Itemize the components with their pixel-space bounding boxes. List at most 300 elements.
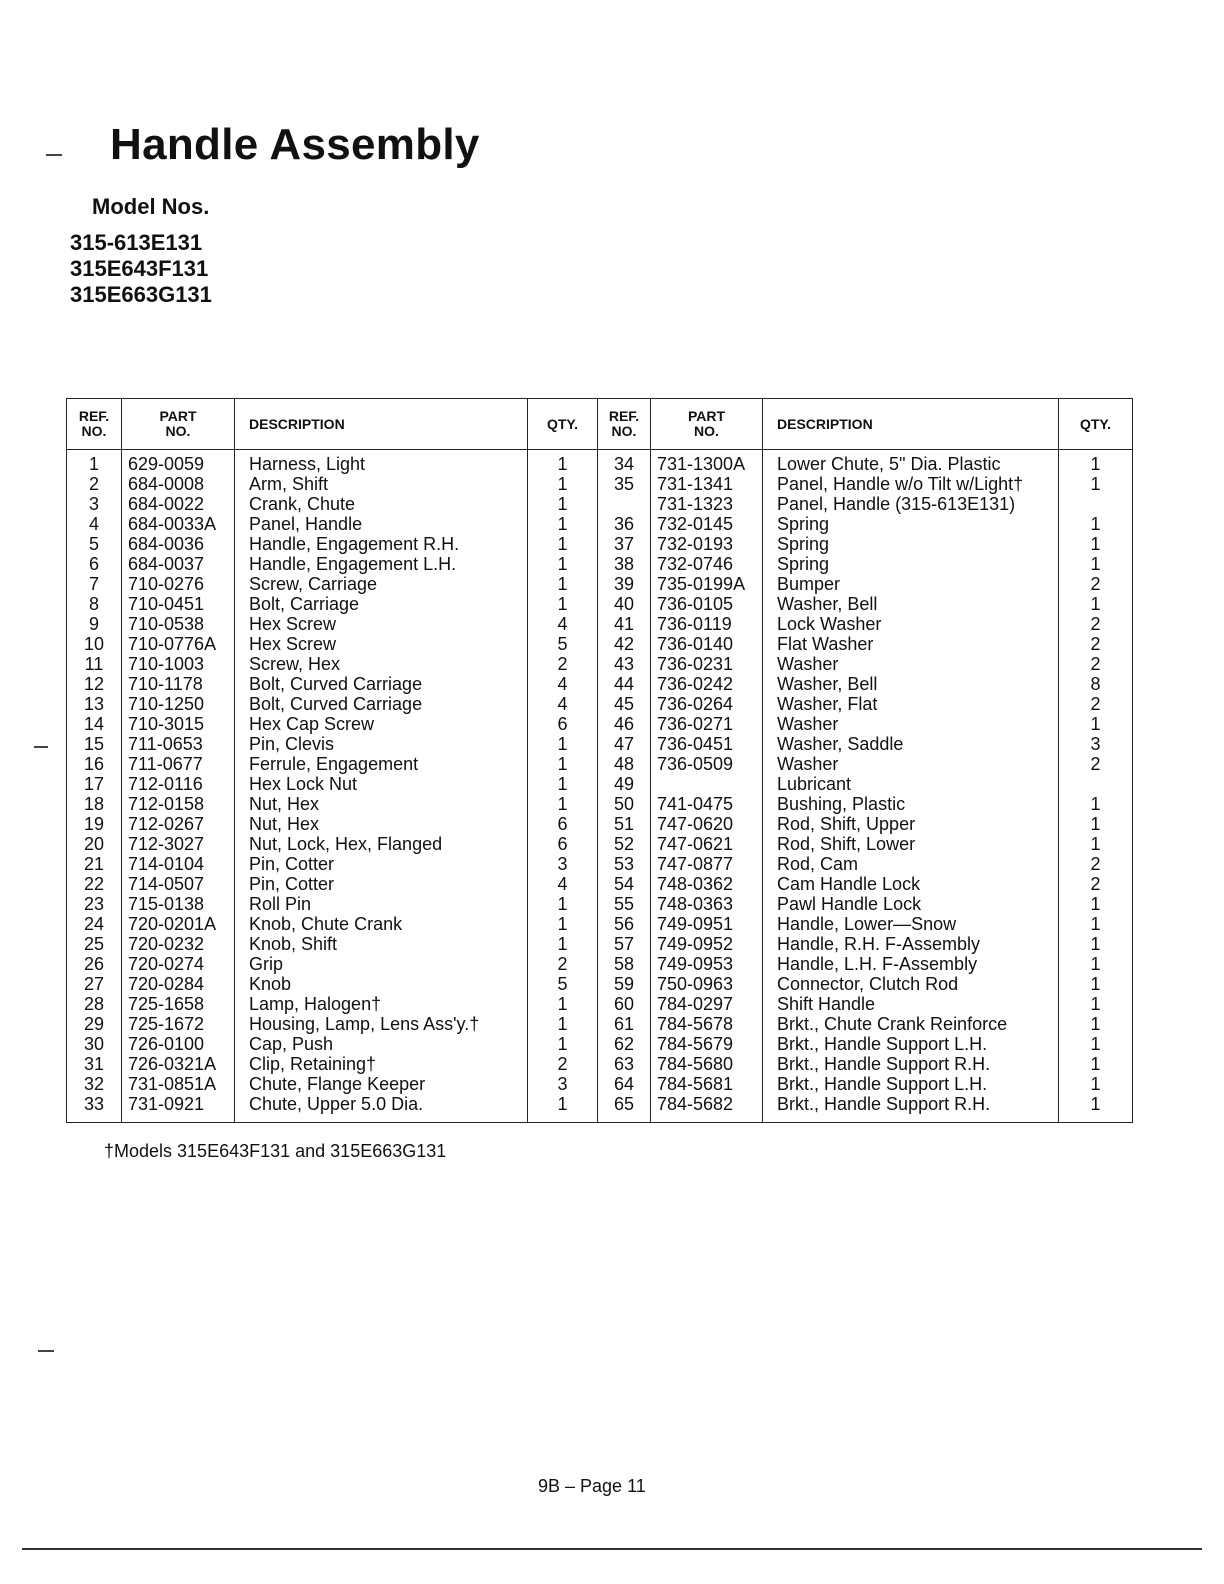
- table-row: [67, 894, 1133, 914]
- left-part-no-cell: 710-0451: [122, 594, 235, 614]
- left-ref-no-cell: 19: [67, 814, 122, 834]
- right-qty-cell: 1: [1059, 1074, 1133, 1094]
- right-part-no-cell: 747-0620: [651, 814, 763, 834]
- left-part-no-cell: 711-0677: [122, 754, 235, 774]
- right-ref-no-cell: 37: [598, 534, 651, 554]
- right-part-no-cell: 747-0621: [651, 834, 763, 854]
- left-part-no-cell: 714-0507: [122, 874, 235, 894]
- right-qty-cell: 1: [1059, 1034, 1133, 1054]
- right-description-cell: Washer: [763, 654, 1059, 674]
- table-row: [67, 974, 1133, 994]
- page-title: Handle Assembly: [110, 120, 480, 169]
- left-qty-cell: 1: [528, 554, 598, 574]
- left-qty-cell: 6: [528, 814, 598, 834]
- right-description-cell: Lock Washer: [763, 614, 1059, 634]
- left-part-no-cell: 720-0274: [122, 954, 235, 974]
- left-description-cell: Knob, Chute Crank: [235, 914, 528, 934]
- left-description-cell: Hex Lock Nut: [235, 774, 528, 794]
- right-part-no-cell: 784-5678: [651, 1014, 763, 1034]
- right-description-cell: Washer, Bell: [763, 594, 1059, 614]
- left-ref-no-cell: 29: [67, 1014, 122, 1034]
- table-row: [67, 754, 1133, 774]
- left-part-no-cell: 712-0158: [122, 794, 235, 814]
- left-ref-no-cell: 33: [67, 1094, 122, 1123]
- right-part-no-cell: 748-0363: [651, 894, 763, 914]
- left-description-cell: Knob, Shift: [235, 934, 528, 954]
- left-part-no-cell: 684-0008: [122, 474, 235, 494]
- table-row: [67, 954, 1133, 974]
- left-ref-no-cell: 24: [67, 914, 122, 934]
- left-qty-cell: 4: [528, 694, 598, 714]
- left-qty-cell: 2: [528, 1054, 598, 1074]
- left-part-no-cell: 684-0033A: [122, 514, 235, 534]
- left-qty-cell: 1: [528, 574, 598, 594]
- left-description-cell: Harness, Light: [235, 450, 528, 475]
- right-ref-no-cell: 63: [598, 1054, 651, 1074]
- table-row: [67, 534, 1133, 554]
- right-description-cell: Shift Handle: [763, 994, 1059, 1014]
- left-qty-cell: 1: [528, 534, 598, 554]
- left-part-no-cell: 726-0321A: [122, 1054, 235, 1074]
- table-row: [67, 874, 1133, 894]
- right-qty-cell: 1: [1059, 894, 1133, 914]
- right-qty-cell: 3: [1059, 734, 1133, 754]
- margin-mark-top: [46, 154, 62, 156]
- left-ref-no-cell: 18: [67, 794, 122, 814]
- left-part-no-cell: 710-0276: [122, 574, 235, 594]
- right-ref-no-cell: 50: [598, 794, 651, 814]
- left-part-no-cell: 710-3015: [122, 714, 235, 734]
- left-qty-cell: 1: [528, 514, 598, 534]
- right-ref-no-cell: 57: [598, 934, 651, 954]
- left-ref-no-cell: 11: [67, 654, 122, 674]
- left-ref-no-cell: 8: [67, 594, 122, 614]
- left-part-no-cell: 726-0100: [122, 1034, 235, 1054]
- right-ref-no-cell: 36: [598, 514, 651, 534]
- right-ref-no-cell: [598, 494, 651, 514]
- left-description-cell: Clip, Retaining†: [235, 1054, 528, 1074]
- right-part-no-cell: 732-0746: [651, 554, 763, 574]
- table-header-row: [67, 399, 1133, 450]
- right-description-cell: Cam Handle Lock: [763, 874, 1059, 894]
- left-part-no-cell: 710-0776A: [122, 634, 235, 654]
- right-part-no-cell: 731-1300A: [651, 450, 763, 475]
- left-qty-cell: 2: [528, 654, 598, 674]
- left-qty-cell: 4: [528, 614, 598, 634]
- table-row: [67, 734, 1133, 754]
- model-numbers-list: [70, 230, 212, 308]
- table-row: [67, 694, 1133, 714]
- right-ref-no-cell: 43: [598, 654, 651, 674]
- right-ref-no-cell: 58: [598, 954, 651, 974]
- left-ref-no-cell: 21: [67, 854, 122, 874]
- header-part-no: PART NO.: [122, 399, 235, 450]
- left-ref-no-cell: 32: [67, 1074, 122, 1094]
- left-ref-no-cell: 10: [67, 634, 122, 654]
- left-qty-cell: 1: [528, 494, 598, 514]
- right-description-cell: Pawl Handle Lock: [763, 894, 1059, 914]
- left-description-cell: Cap, Push: [235, 1034, 528, 1054]
- right-part-no-cell: 749-0953: [651, 954, 763, 974]
- left-description-cell: Bolt, Carriage: [235, 594, 528, 614]
- table-row: [67, 634, 1133, 654]
- header-description: DESCRIPTION: [763, 399, 1059, 450]
- table-row: [67, 714, 1133, 734]
- margin-mark-bottom: [38, 1350, 54, 1352]
- left-description-cell: Pin, Clevis: [235, 734, 528, 754]
- right-part-no-cell: 736-0119: [651, 614, 763, 634]
- right-description-cell: Washer, Saddle: [763, 734, 1059, 754]
- right-qty-cell: 1: [1059, 534, 1133, 554]
- right-description-cell: Washer: [763, 714, 1059, 734]
- right-ref-no-cell: 46: [598, 714, 651, 734]
- right-qty-cell: 2: [1059, 754, 1133, 774]
- left-ref-no-cell: 7: [67, 574, 122, 594]
- right-part-no-cell: 736-0509: [651, 754, 763, 774]
- right-qty-cell: 1: [1059, 594, 1133, 614]
- right-qty-cell: 1: [1059, 1094, 1133, 1123]
- left-part-no-cell: 712-3027: [122, 834, 235, 854]
- right-qty-cell: 1: [1059, 1054, 1133, 1074]
- model-number: 315E663G131: [70, 282, 212, 307]
- table-row: [67, 1054, 1133, 1074]
- left-description-cell: Chute, Flange Keeper: [235, 1074, 528, 1094]
- left-qty-cell: 1: [528, 994, 598, 1014]
- left-part-no-cell: 684-0036: [122, 534, 235, 554]
- right-part-no-cell: 735-0199A: [651, 574, 763, 594]
- right-qty-cell: 1: [1059, 714, 1133, 734]
- right-part-no-cell: 749-0951: [651, 914, 763, 934]
- right-description-cell: Handle, L.H. F-Assembly: [763, 954, 1059, 974]
- left-ref-no-cell: 3: [67, 494, 122, 514]
- left-part-no-cell: 720-0284: [122, 974, 235, 994]
- left-part-no-cell: 710-0538: [122, 614, 235, 634]
- left-qty-cell: 1: [528, 594, 598, 614]
- table-row: [67, 794, 1133, 814]
- right-ref-no-cell: 53: [598, 854, 651, 874]
- right-part-no-cell: 731-1323: [651, 494, 763, 514]
- right-description-cell: Brkt., Handle Support L.H.: [763, 1074, 1059, 1094]
- right-qty-cell: 1: [1059, 514, 1133, 534]
- table-row: [67, 1074, 1133, 1094]
- right-description-cell: Rod, Shift, Lower: [763, 834, 1059, 854]
- table-row: [67, 1094, 1133, 1123]
- left-ref-no-cell: 15: [67, 734, 122, 754]
- left-qty-cell: 1: [528, 774, 598, 794]
- header-qty: QTY.: [528, 399, 598, 450]
- left-ref-no-cell: 12: [67, 674, 122, 694]
- left-qty-cell: 1: [528, 794, 598, 814]
- right-ref-no-cell: 38: [598, 554, 651, 574]
- right-qty-cell: 2: [1059, 614, 1133, 634]
- left-qty-cell: 1: [528, 914, 598, 934]
- right-description-cell: Brkt., Handle Support R.H.: [763, 1054, 1059, 1074]
- left-part-no-cell: 731-0921: [122, 1094, 235, 1123]
- right-part-no-cell: 784-5682: [651, 1094, 763, 1123]
- left-part-no-cell: 712-0267: [122, 814, 235, 834]
- right-ref-no-cell: 39: [598, 574, 651, 594]
- left-description-cell: Roll Pin: [235, 894, 528, 914]
- left-ref-no-cell: 4: [67, 514, 122, 534]
- left-ref-no-cell: 14: [67, 714, 122, 734]
- right-description-cell: Rod, Shift, Upper: [763, 814, 1059, 834]
- left-description-cell: Lamp, Halogen†: [235, 994, 528, 1014]
- right-description-cell: Brkt., Handle Support L.H.: [763, 1034, 1059, 1054]
- table-row: [67, 854, 1133, 874]
- left-description-cell: Handle, Engagement L.H.: [235, 554, 528, 574]
- right-qty-cell: 1: [1059, 814, 1133, 834]
- left-ref-no-cell: 26: [67, 954, 122, 974]
- left-part-no-cell: 684-0037: [122, 554, 235, 574]
- left-ref-no-cell: 28: [67, 994, 122, 1014]
- parts-table: [66, 398, 1133, 1123]
- left-part-no-cell: 710-1250: [122, 694, 235, 714]
- right-part-no-cell: 736-0231: [651, 654, 763, 674]
- left-qty-cell: 5: [528, 634, 598, 654]
- left-ref-no-cell: 1: [67, 450, 122, 475]
- left-part-no-cell: 720-0201A: [122, 914, 235, 934]
- right-ref-no-cell: 55: [598, 894, 651, 914]
- table-row: [67, 834, 1133, 854]
- right-part-no-cell: [651, 774, 763, 794]
- left-part-no-cell: 710-1178: [122, 674, 235, 694]
- right-qty-cell: 1: [1059, 934, 1133, 954]
- left-qty-cell: 1: [528, 734, 598, 754]
- right-qty-cell: 1: [1059, 474, 1133, 494]
- right-description-cell: Handle, R.H. F-Assembly: [763, 934, 1059, 954]
- right-part-no-cell: 736-0105: [651, 594, 763, 614]
- left-part-no-cell: 725-1658: [122, 994, 235, 1014]
- right-description-cell: Washer: [763, 754, 1059, 774]
- table-row: [67, 774, 1133, 794]
- right-ref-no-cell: 49: [598, 774, 651, 794]
- left-part-no-cell: 731-0851A: [122, 1074, 235, 1094]
- table-row: [67, 494, 1133, 514]
- left-description-cell: Hex Screw: [235, 634, 528, 654]
- left-description-cell: Crank, Chute: [235, 494, 528, 514]
- right-part-no-cell: 747-0877: [651, 854, 763, 874]
- right-ref-no-cell: 51: [598, 814, 651, 834]
- left-description-cell: Bolt, Curved Carriage: [235, 674, 528, 694]
- right-part-no-cell: 749-0952: [651, 934, 763, 954]
- left-part-no-cell: 712-0116: [122, 774, 235, 794]
- left-ref-no-cell: 31: [67, 1054, 122, 1074]
- left-description-cell: Pin, Cotter: [235, 874, 528, 894]
- left-part-no-cell: 725-1672: [122, 1014, 235, 1034]
- left-ref-no-cell: 22: [67, 874, 122, 894]
- left-part-no-cell: 684-0022: [122, 494, 235, 514]
- left-part-no-cell: 710-1003: [122, 654, 235, 674]
- left-part-no-cell: 629-0059: [122, 450, 235, 475]
- left-description-cell: Bolt, Curved Carriage: [235, 694, 528, 714]
- table-row: [67, 1034, 1133, 1054]
- right-qty-cell: 1: [1059, 1014, 1133, 1034]
- left-description-cell: Housing, Lamp, Lens Ass'y.†: [235, 1014, 528, 1034]
- table-row: [67, 614, 1133, 634]
- model-number: 315E643F131: [70, 256, 209, 281]
- left-qty-cell: 5: [528, 974, 598, 994]
- right-description-cell: Connector, Clutch Rod: [763, 974, 1059, 994]
- right-part-no-cell: 748-0362: [651, 874, 763, 894]
- left-description-cell: Nut, Hex: [235, 794, 528, 814]
- right-part-no-cell: 784-0297: [651, 994, 763, 1014]
- left-ref-no-cell: 6: [67, 554, 122, 574]
- right-ref-no-cell: 45: [598, 694, 651, 714]
- left-description-cell: Handle, Engagement R.H.: [235, 534, 528, 554]
- left-ref-no-cell: 2: [67, 474, 122, 494]
- left-qty-cell: 4: [528, 874, 598, 894]
- right-qty-cell: 2: [1059, 654, 1133, 674]
- right-ref-no-cell: 62: [598, 1034, 651, 1054]
- right-part-no-cell: 784-5681: [651, 1074, 763, 1094]
- left-part-no-cell: 715-0138: [122, 894, 235, 914]
- right-description-cell: Rod, Cam: [763, 854, 1059, 874]
- left-qty-cell: 1: [528, 450, 598, 475]
- right-description-cell: Washer, Flat: [763, 694, 1059, 714]
- right-qty-cell: 1: [1059, 834, 1133, 854]
- right-description-cell: Bumper: [763, 574, 1059, 594]
- right-part-no-cell: 736-0451: [651, 734, 763, 754]
- header-ref-no: REF. NO.: [598, 399, 651, 450]
- right-qty-cell: 2: [1059, 634, 1133, 654]
- right-ref-no-cell: 65: [598, 1094, 651, 1123]
- right-part-no-cell: 732-0145: [651, 514, 763, 534]
- table-row: [67, 474, 1133, 494]
- right-description-cell: Lubricant: [763, 774, 1059, 794]
- left-qty-cell: 2: [528, 954, 598, 974]
- header-qty: QTY.: [1059, 399, 1133, 450]
- left-qty-cell: 6: [528, 834, 598, 854]
- left-qty-cell: 1: [528, 754, 598, 774]
- right-qty-cell: 2: [1059, 854, 1133, 874]
- right-ref-no-cell: 42: [598, 634, 651, 654]
- left-ref-no-cell: 17: [67, 774, 122, 794]
- left-description-cell: Nut, Lock, Hex, Flanged: [235, 834, 528, 854]
- right-qty-cell: 1: [1059, 450, 1133, 475]
- right-ref-no-cell: 35: [598, 474, 651, 494]
- left-description-cell: Panel, Handle: [235, 514, 528, 534]
- right-qty-cell: 1: [1059, 974, 1133, 994]
- header-description: DESCRIPTION: [235, 399, 528, 450]
- right-qty-cell: [1059, 774, 1133, 794]
- left-ref-no-cell: 5: [67, 534, 122, 554]
- left-qty-cell: 1: [528, 474, 598, 494]
- left-ref-no-cell: 27: [67, 974, 122, 994]
- left-description-cell: Grip: [235, 954, 528, 974]
- right-description-cell: Spring: [763, 554, 1059, 574]
- right-description-cell: Washer, Bell: [763, 674, 1059, 694]
- left-description-cell: Nut, Hex: [235, 814, 528, 834]
- left-ref-no-cell: 30: [67, 1034, 122, 1054]
- model-numbers-label: Model Nos.: [92, 194, 210, 219]
- left-ref-no-cell: 25: [67, 934, 122, 954]
- table-row: [67, 994, 1133, 1014]
- page-number: 9B – Page 11: [538, 1476, 646, 1496]
- left-description-cell: Chute, Upper 5.0 Dia.: [235, 1094, 528, 1123]
- right-description-cell: Lower Chute, 5" Dia. Plastic: [763, 450, 1059, 475]
- right-part-no-cell: 784-5680: [651, 1054, 763, 1074]
- left-qty-cell: 6: [528, 714, 598, 734]
- left-description-cell: Arm, Shift: [235, 474, 528, 494]
- right-description-cell: Spring: [763, 534, 1059, 554]
- right-part-no-cell: 736-0242: [651, 674, 763, 694]
- left-part-no-cell: 720-0232: [122, 934, 235, 954]
- left-qty-cell: 1: [528, 894, 598, 914]
- right-ref-no-cell: 48: [598, 754, 651, 774]
- table-row: [67, 914, 1133, 934]
- right-part-no-cell: 736-0271: [651, 714, 763, 734]
- left-qty-cell: 3: [528, 854, 598, 874]
- left-description-cell: Ferrule, Engagement: [235, 754, 528, 774]
- table-row: [67, 1014, 1133, 1034]
- table-row: [67, 594, 1133, 614]
- right-part-no-cell: 784-5679: [651, 1034, 763, 1054]
- left-description-cell: Hex Screw: [235, 614, 528, 634]
- right-qty-cell: [1059, 494, 1133, 514]
- table-row: [67, 450, 1133, 475]
- left-description-cell: Screw, Carriage: [235, 574, 528, 594]
- right-qty-cell: 1: [1059, 994, 1133, 1014]
- bottom-rule: [22, 1548, 1202, 1550]
- right-ref-no-cell: 56: [598, 914, 651, 934]
- right-ref-no-cell: 41: [598, 614, 651, 634]
- right-description-cell: Panel, Handle (315-613E131): [763, 494, 1059, 514]
- left-qty-cell: 3: [528, 1074, 598, 1094]
- table-row: [67, 654, 1133, 674]
- right-ref-no-cell: 61: [598, 1014, 651, 1034]
- right-ref-no-cell: 60: [598, 994, 651, 1014]
- table-row: [67, 554, 1133, 574]
- model-number: 315-613E131: [70, 230, 203, 255]
- right-part-no-cell: 732-0193: [651, 534, 763, 554]
- header-ref-no: REF. NO.: [67, 399, 122, 450]
- left-qty-cell: 1: [528, 1014, 598, 1034]
- left-part-no-cell: 711-0653: [122, 734, 235, 754]
- right-ref-no-cell: 44: [598, 674, 651, 694]
- left-description-cell: Pin, Cotter: [235, 854, 528, 874]
- right-part-no-cell: 750-0963: [651, 974, 763, 994]
- table-row: [67, 814, 1133, 834]
- table-row: [67, 674, 1133, 694]
- right-ref-no-cell: 47: [598, 734, 651, 754]
- right-description-cell: Flat Washer: [763, 634, 1059, 654]
- right-ref-no-cell: 40: [598, 594, 651, 614]
- margin-mark-middle: [34, 746, 48, 748]
- left-qty-cell: 4: [528, 674, 598, 694]
- left-ref-no-cell: 16: [67, 754, 122, 774]
- left-ref-no-cell: 13: [67, 694, 122, 714]
- right-qty-cell: 2: [1059, 874, 1133, 894]
- right-qty-cell: 1: [1059, 954, 1133, 974]
- left-description-cell: Screw, Hex: [235, 654, 528, 674]
- right-ref-no-cell: 34: [598, 450, 651, 475]
- header-part-no: PART NO.: [651, 399, 763, 450]
- right-description-cell: Panel, Handle w/o Tilt w/Light†: [763, 474, 1059, 494]
- right-ref-no-cell: 52: [598, 834, 651, 854]
- left-qty-cell: 1: [528, 934, 598, 954]
- footnote: †Models 315E643F131 and 315E663G131: [104, 1141, 447, 1161]
- parts-table-body: [67, 450, 1133, 1123]
- right-description-cell: Spring: [763, 514, 1059, 534]
- left-ref-no-cell: 20: [67, 834, 122, 854]
- right-part-no-cell: 736-0264: [651, 694, 763, 714]
- left-part-no-cell: 714-0104: [122, 854, 235, 874]
- left-qty-cell: 1: [528, 1034, 598, 1054]
- right-ref-no-cell: 59: [598, 974, 651, 994]
- left-description-cell: Knob: [235, 974, 528, 994]
- right-qty-cell: 2: [1059, 694, 1133, 714]
- left-qty-cell: 1: [528, 1094, 598, 1123]
